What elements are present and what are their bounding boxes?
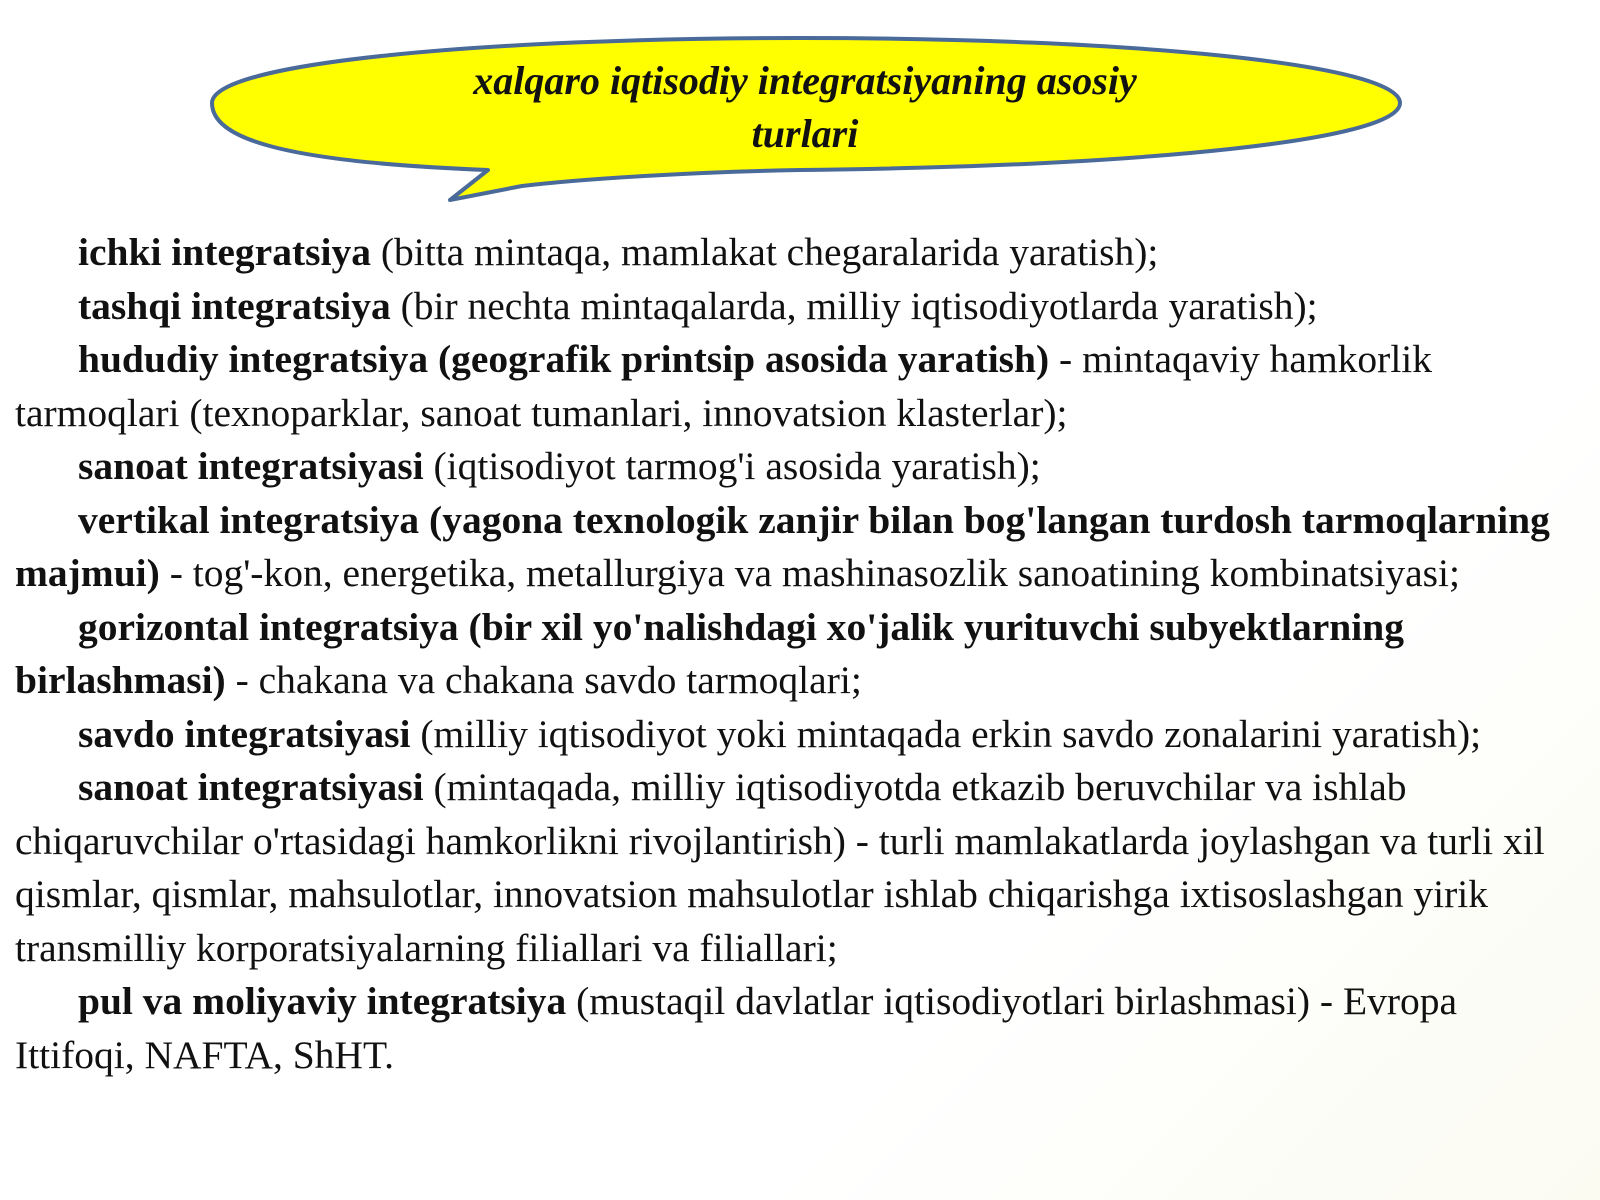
list-item-gorizontal (15, 601, 1575, 708)
list-item-vertikal (15, 494, 1575, 601)
list-item-ichki (15, 226, 1575, 280)
slide-title-line-1: xalqaro iqtisodiy integratsiyaning asosiy (473, 58, 1137, 103)
item-description: (mintaqada, milliy iqtisodiyotda etkazib beruvchilar va ishlab chiqaruvchilar o'rtasidagi hamkorlikni rivojlantirish) - turli mamlakatlarda joylashgan va turli xil qismlar, qismlar, mahsulotlar, innovatsion mahsulotlar ishlab chiqarishga ixtisoslashgan yirik transmilliy korporatsiyalarning filiallari va filiallari; (15, 765, 1545, 970)
slide-title (330, 54, 1280, 160)
list-item-sanoat-1 (15, 440, 1575, 494)
item-description: (milliy iqtisodiyot yoki mintaqada erkin savdo zonalarini yaratish); (410, 711, 1482, 756)
item-description: (iqtisodiyot tarmog'i asosida yaratish); (423, 444, 1041, 488)
slide-title-line-2: turlari (751, 111, 859, 156)
item-description: (mustaqil davlatlar iqtisodiyotlari birlashmasi) - Evropa Ittifoqi, NAFTA, ShHT. (15, 979, 1458, 1077)
list-item-pul (15, 975, 1575, 1082)
item-description: - tog'-kon, energetika, metallurgiya va mashinasozlik sanoatining kombinatsiyasi; (159, 551, 1460, 595)
item-term: vertikal integratsiya (yagona texnologik zanjir bilan bog'langan turdosh tarmoqlarning majmui) (15, 497, 1550, 595)
item-term: pul va moliyaviy integratsiya (78, 979, 567, 1023)
list-item-tashqi (15, 280, 1575, 334)
item-description: - chakana va chakana savdo tarmoqlari; (225, 658, 862, 702)
list-item-hududiy (15, 333, 1575, 440)
item-term: sanoat integratsiyasi (78, 444, 424, 488)
item-term: tashqi integratsiya (78, 283, 391, 328)
list-item-sanoat-2 (15, 761, 1575, 975)
integration-types-list (15, 226, 1575, 1082)
item-description: - mintaqaviy hamkorlik tarmoqlari (texnoparklar, sanoat tumanlari, innovatsion klasterlar); (15, 337, 1433, 435)
item-term: sanoat integratsiyasi (78, 765, 424, 809)
item-description: (bitta mintaqa, mamlakat chegaralarida yaratish); (370, 230, 1159, 274)
item-term: ichki integratsiya (78, 230, 371, 274)
item-term: gorizontal integratsiya (bir xil yo'nalishdagi xo'jalik yurituvchi subyektlarning birlashmasi) (15, 604, 1404, 702)
item-description: (bir nechta mintaqalarda, milliy iqtisodiyotlarda yaratish); (390, 283, 1318, 328)
item-term: savdo integratsiyasi (78, 711, 411, 756)
item-term: hududiy integratsiya (geografik printsip asosida yaratish) (78, 337, 1050, 381)
list-item-savdo (15, 708, 1575, 762)
